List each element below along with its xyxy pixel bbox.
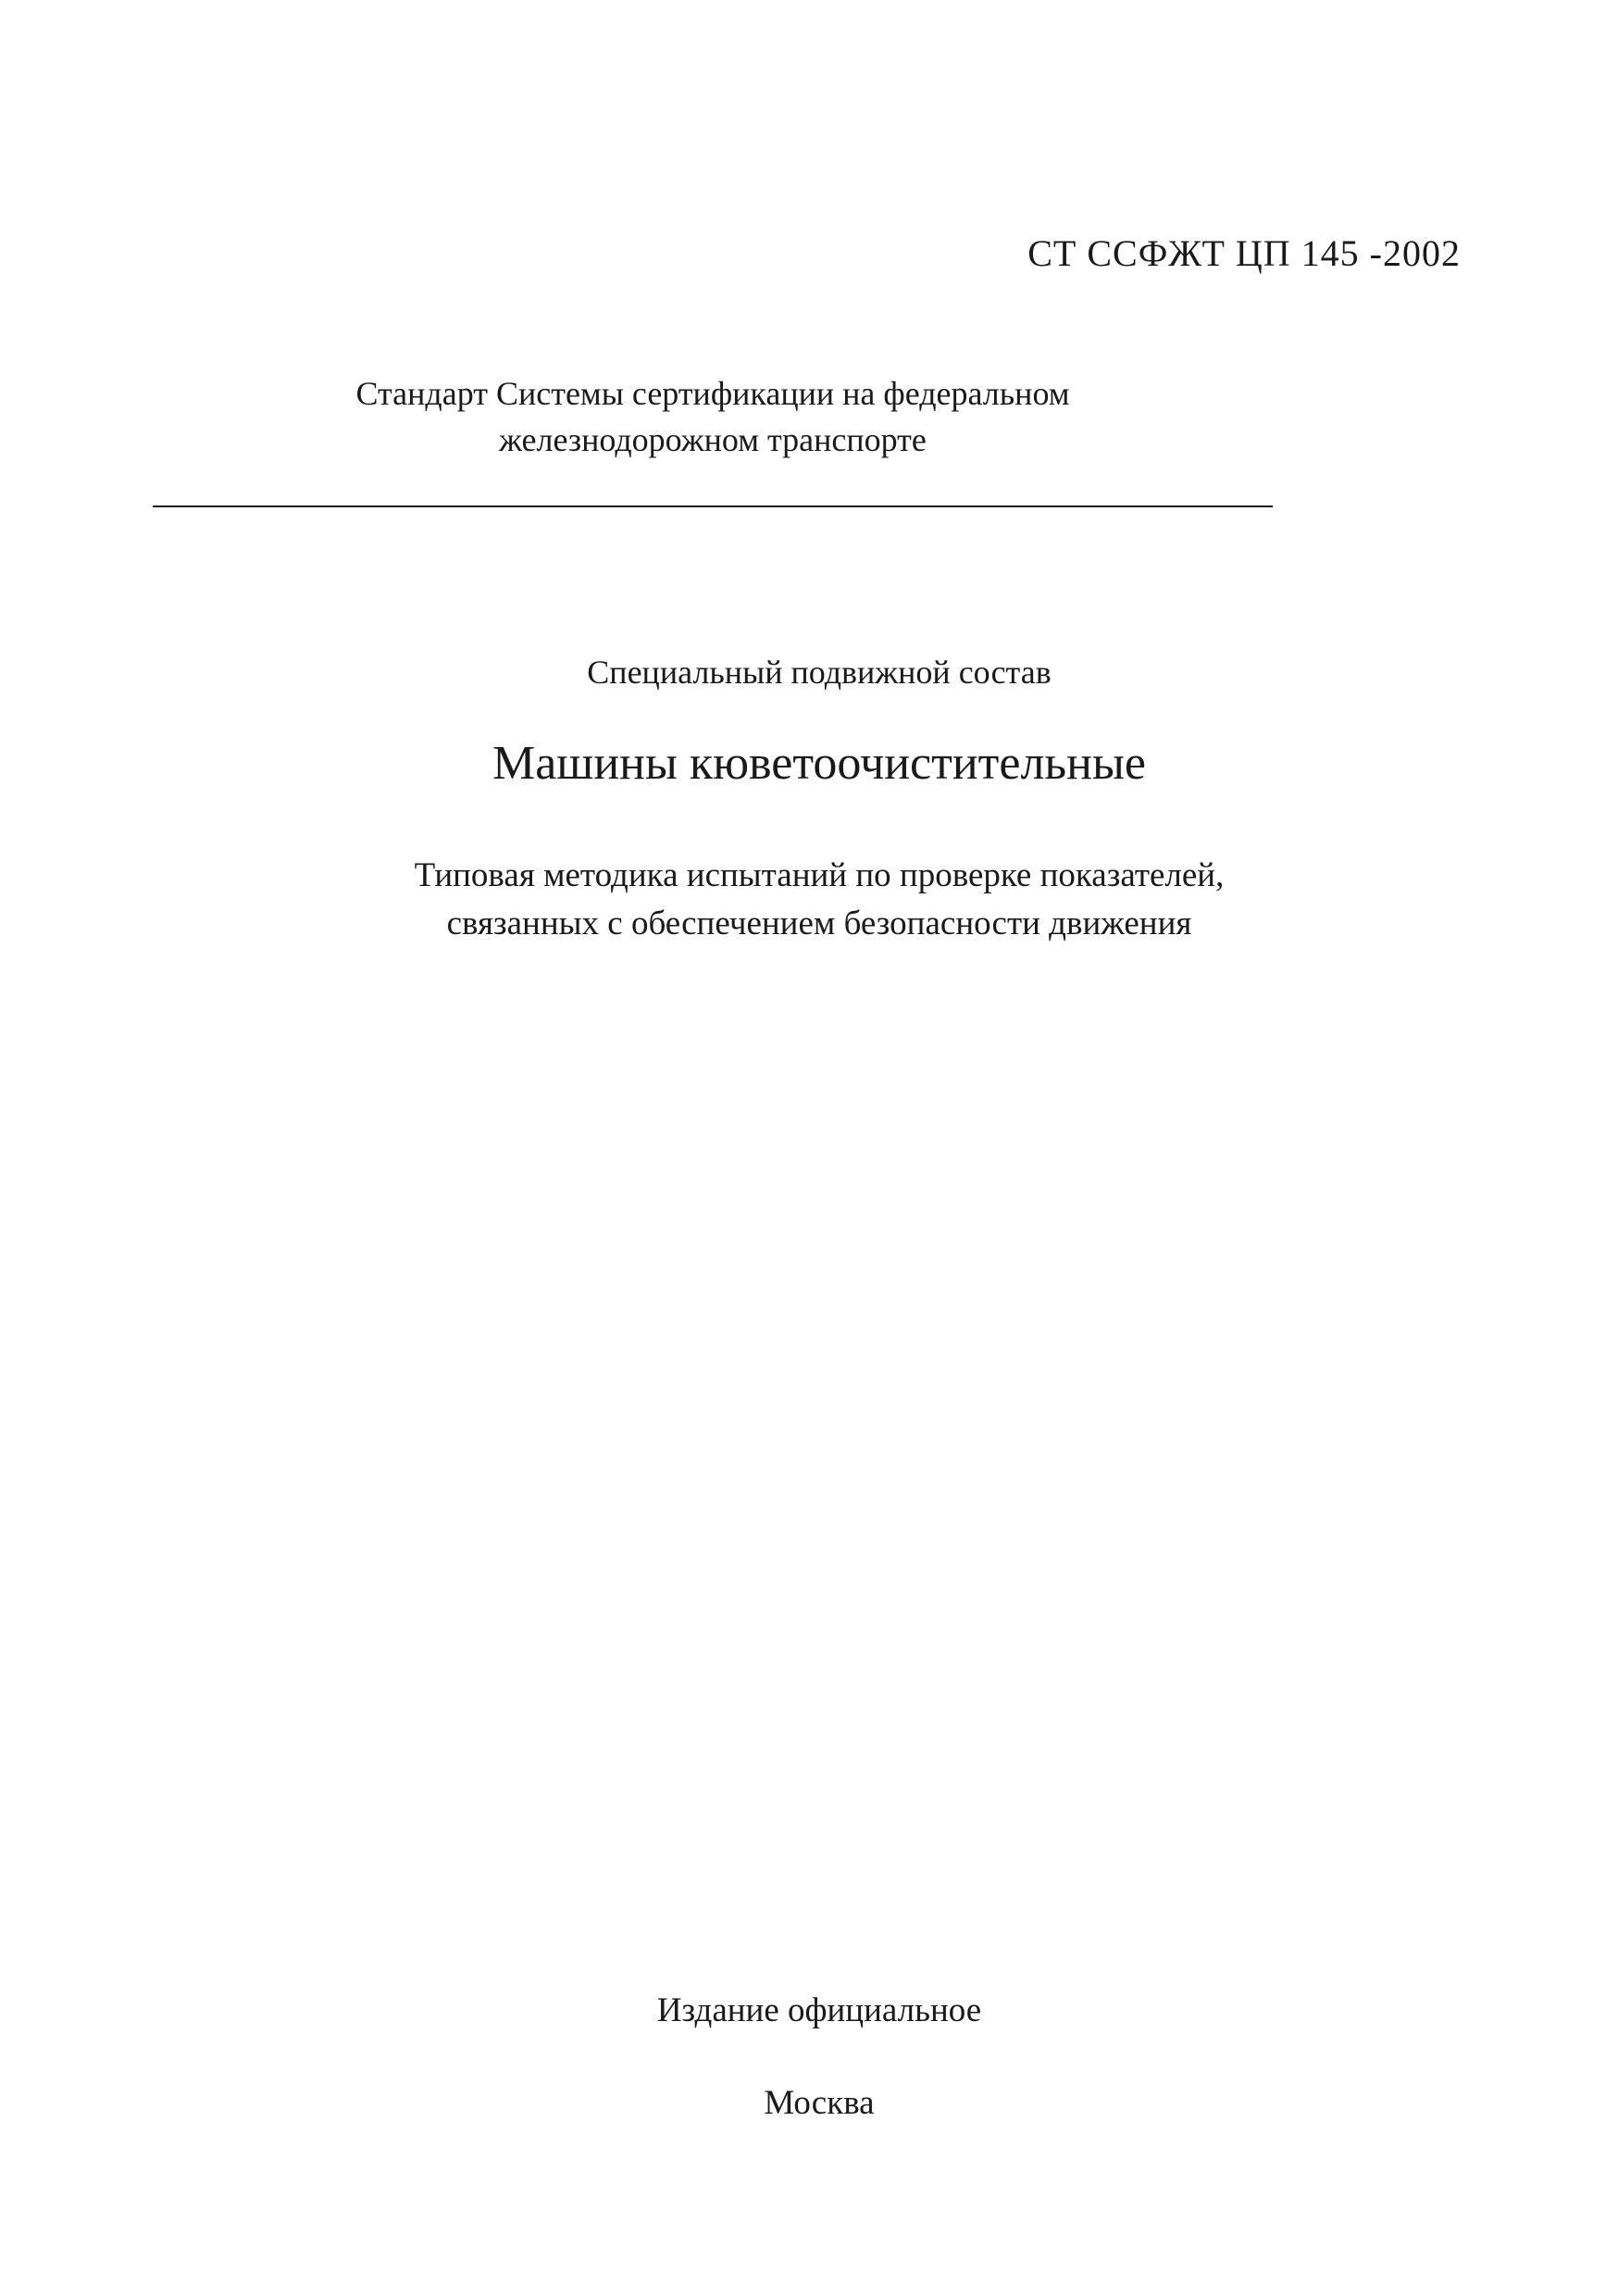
document-subtitle-line-2: связанных с обеспечением безопасности движения bbox=[446, 905, 1192, 942]
standard-header-line-1: Стандарт Системы сертификации на федеральном bbox=[355, 375, 1070, 412]
header-divider bbox=[153, 505, 1273, 507]
standard-header-line-2: железнодорожном транспорте bbox=[499, 421, 927, 458]
document-category: Специальный подвижной состав bbox=[587, 654, 1052, 691]
document-subtitle bbox=[153, 852, 1486, 948]
document-title: Машины кюветоочистительные bbox=[492, 737, 1146, 790]
document-designation: СТ ССФЖТ ЦП 145 -2002 bbox=[1027, 232, 1461, 274]
document-subtitle-line-1: Типовая методика испытаний по проверке показателей, bbox=[414, 856, 1225, 894]
edition-label: Издание официальное bbox=[656, 1991, 982, 2029]
publication-city: Москва bbox=[764, 2084, 875, 2122]
standard-header bbox=[153, 370, 1273, 463]
